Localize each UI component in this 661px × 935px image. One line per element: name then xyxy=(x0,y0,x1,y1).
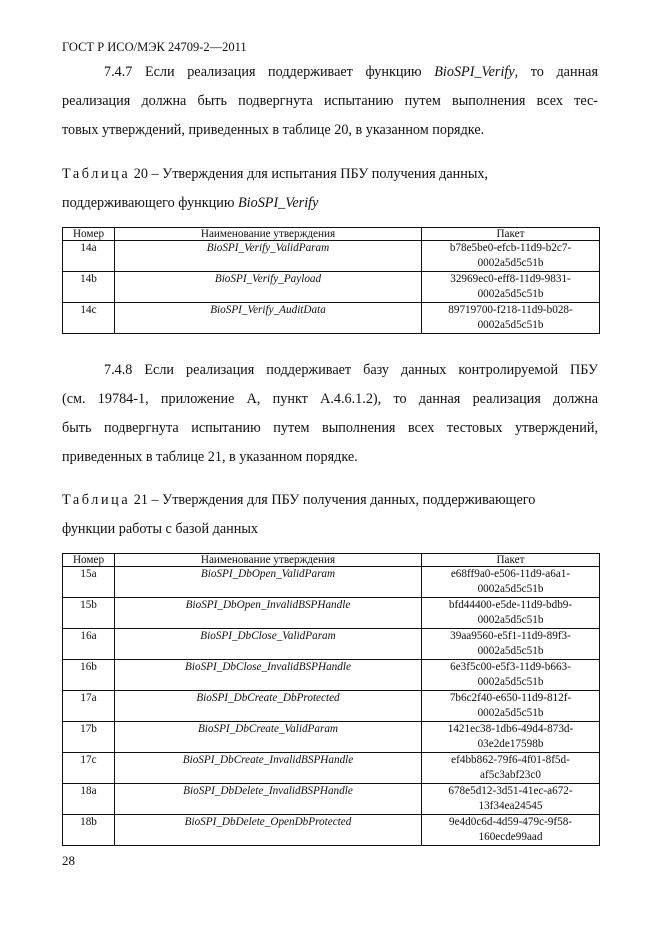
table-row xyxy=(63,598,600,629)
package-id: 7b6c2f40-e650-11d9-812f- 0002a5d5c51b xyxy=(422,691,600,722)
table-row xyxy=(63,303,600,334)
assertion-name: BioSPI_Verify_AuditData xyxy=(115,303,422,334)
paragraph-line: товых утверждений, приведенных в таблице 20, в указанном порядке. xyxy=(62,122,485,138)
assertion-name: BioSPI_DbCreate_DbProtected xyxy=(115,691,422,722)
package-id: ef4bb862-79f6-4f01-8f5d- af5c3abf23c0 xyxy=(422,753,600,784)
package-id: 32969ec0-eff8-11d9-9831- 0002a5d5c51b xyxy=(422,272,600,303)
assertion-name: BioSPI_DbClose_InvalidBSPHandle xyxy=(115,660,422,691)
table-20 xyxy=(62,227,600,334)
row-number: 15b xyxy=(63,598,115,629)
column-header-name: Наименование утверждения xyxy=(115,554,422,567)
column-header-number: Номер xyxy=(63,554,115,567)
row-number: 17c xyxy=(63,753,115,784)
package-id: b78e5be0-efcb-11d9-b2c7- 0002a5d5c51b xyxy=(422,241,600,272)
package-id: e68ff9a0-e506-11d9-a6a1- 0002a5d5c51b xyxy=(422,567,600,598)
row-number: 18b xyxy=(63,815,115,846)
table-21-caption: Таблица 21 – Утверждения для ПБУ получения данных, поддерживающего функции работы с базой данных xyxy=(62,492,536,537)
column-header-name: Наименование утверждения xyxy=(115,228,422,241)
column-header-package: Пакет xyxy=(422,554,600,567)
paragraph-line: быть подвергнута испытанию путем выполнения всех тестовых утверждений, xyxy=(62,420,598,436)
column-header-package: Пакет xyxy=(422,228,600,241)
table-row xyxy=(63,629,600,660)
paragraph-7-4-8 xyxy=(62,356,598,472)
package-id: 6e3f5c00-e5f3-11d9-b663- 0002a5d5c51b xyxy=(422,660,600,691)
row-number: 14c xyxy=(63,303,115,334)
row-number: 14a xyxy=(63,241,115,272)
table-header-row xyxy=(63,554,600,567)
table-row xyxy=(63,567,600,598)
assertion-name: BioSPI_Verify_ValidParam xyxy=(115,241,422,272)
table-row xyxy=(63,784,600,815)
row-number: 17a xyxy=(63,691,115,722)
package-id: 1421ec38-1db6-49d4-873d- 03e2de17598b xyxy=(422,722,600,753)
paragraph-7-4-7 xyxy=(62,58,598,145)
document-header: ГОСТ Р ИСО/МЭК 24709-2—2011 xyxy=(62,40,247,54)
table-header-row xyxy=(63,228,600,241)
assertion-name: BioSPI_DbDelete_InvalidBSPHandle xyxy=(115,784,422,815)
row-number: 16b xyxy=(63,660,115,691)
package-id: 9e4d0c6d-4d59-479c-9f58- 160ecde99aad xyxy=(422,815,600,846)
table-row xyxy=(63,691,600,722)
assertion-name: BioSPI_DbCreate_ValidParam xyxy=(115,722,422,753)
row-number: 14b xyxy=(63,272,115,303)
table-row xyxy=(63,753,600,784)
package-id: 89719700-f218-11d9-b028- 0002a5d5c51b xyxy=(422,303,600,334)
package-id: 678e5d12-3d51-41ec-a672- 13f34ea24545 xyxy=(422,784,600,815)
table-21 xyxy=(62,553,600,846)
assertion-name: BioSPI_DbDelete_OpenDbProtected xyxy=(115,815,422,846)
paragraph-line: 7.4.7 Если реализация поддерживает функцию BioSPI_Verify, то данная xyxy=(104,64,598,80)
package-id: 39aa9560-e5f1-11d9-89f3- 0002a5d5c51b xyxy=(422,629,600,660)
assertion-name: BioSPI_DbClose_ValidParam xyxy=(115,629,422,660)
page-number: 28 xyxy=(62,853,75,868)
table-20-caption: Таблица 20 – Утверждения для испытания ПБУ получения данных, поддерживающего функцию BioSPI_Verify xyxy=(62,166,489,211)
row-number: 15a xyxy=(63,567,115,598)
table-row xyxy=(63,815,600,846)
table-row xyxy=(63,241,600,272)
table-row xyxy=(63,272,600,303)
assertion-name: BioSPI_Verify_Payload xyxy=(115,272,422,303)
row-number: 16a xyxy=(63,629,115,660)
assertion-name: BioSPI_DbOpen_InvalidBSPHandle xyxy=(115,598,422,629)
table-row xyxy=(63,660,600,691)
paragraph-line: приведенных в таблице 21, в указанном порядке. xyxy=(62,449,358,465)
table-row xyxy=(63,722,600,753)
column-header-number: Номер xyxy=(63,228,115,241)
assertion-name: BioSPI_DbCreate_InvalidBSPHandle xyxy=(115,753,422,784)
assertion-name: BioSPI_DbOpen_ValidParam xyxy=(115,567,422,598)
row-number: 18a xyxy=(63,784,115,815)
paragraph-line: (см. 19784-1, приложение А, пункт А.4.6.1.2), то данная реализация должна xyxy=(62,391,598,407)
package-id: bfd44400-e5de-11d9-bdb9- 0002a5d5c51b xyxy=(422,598,600,629)
row-number: 17b xyxy=(63,722,115,753)
paragraph-line: 7.4.8 Если реализация поддерживает базу данных контролируемой ПБУ xyxy=(104,362,598,378)
paragraph-line: реализация должна быть подвергнута испытанию путем выполнения всех тес- xyxy=(62,93,598,109)
